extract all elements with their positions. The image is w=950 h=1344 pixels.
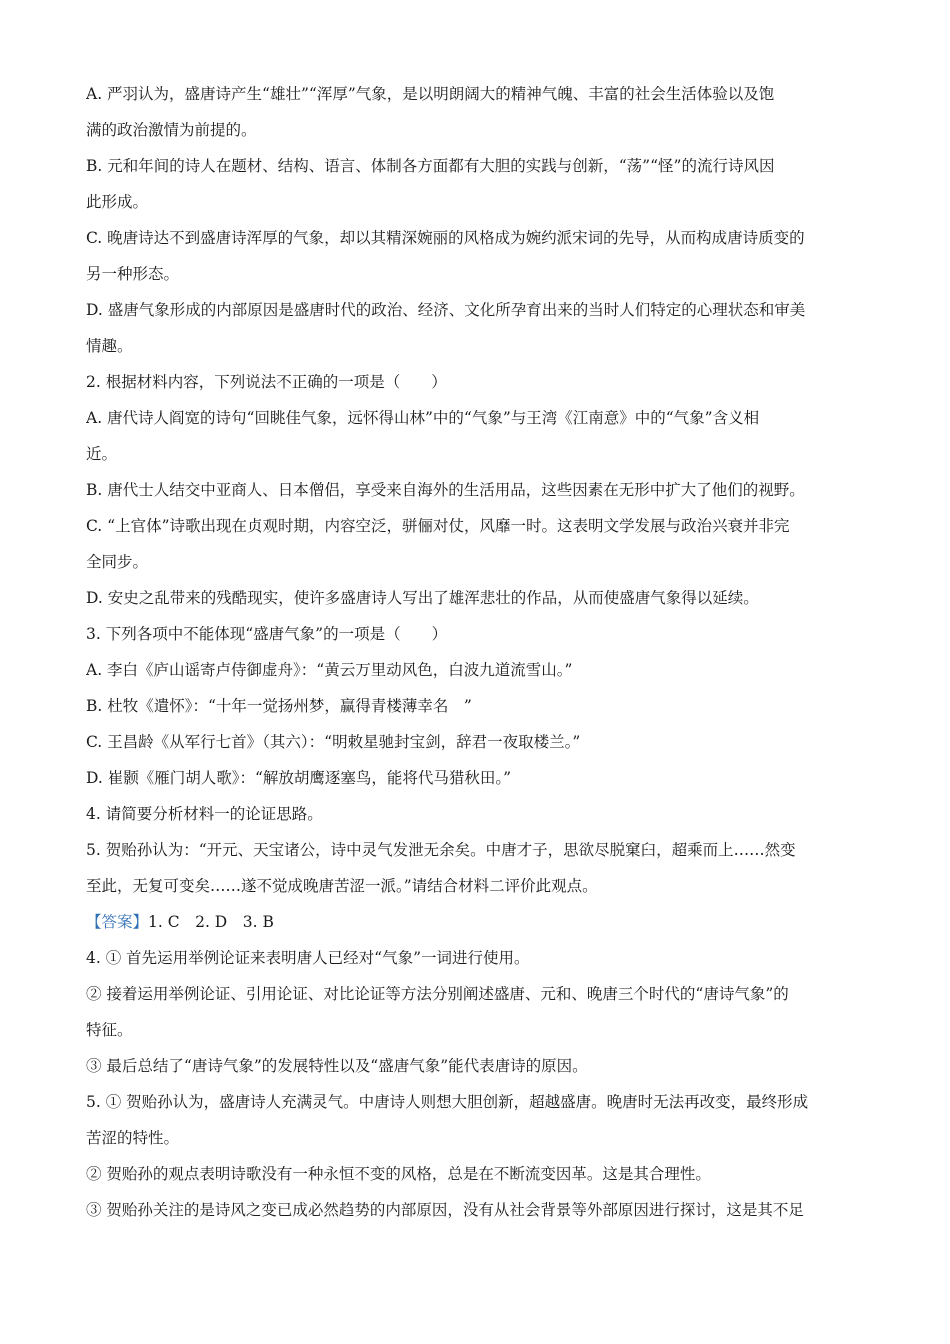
document-body [86,76,866,1228]
text-line: 另一种形态。 [86,265,180,283]
text-line: ② 贺贻孙的观点表明诗歌没有一种永恒不变的风格，总是在不断流变因革。这是其合理性。 [86,1165,711,1183]
text-line: ③ 最后总结了“唐诗气象”的发展特性以及“盛唐气象”能代表唐诗的原因。 [86,1057,588,1075]
question-5-stem: 5. 贺贻孙认为：“开元、天宝诸公，诗中灵气发泄无余矣。中唐才子，思欲尽脱窠臼，超乘而上……然变 [86,841,796,859]
text-line: B. 唐代士人结交中亚商人、日本僧侣，享受来自海外的生活用品，这些因素在无形中扩大了他们的视野。 [86,481,805,499]
answer-line [86,904,866,940]
text-line: 此形成。 [86,193,149,211]
text-line: C. “上官体”诗歌出现在贞观时期，内容空泛，骈俪对仗，风靡一时。这表明文学发展与政治兴衰并非完 [86,517,790,535]
answer-tag: 【答案】 [86,913,149,931]
text-line: C. 晚唐诗达不到盛唐诗浑厚的气象，却以其精深婉丽的风格成为婉约派宋词的先导，从而构成唐诗质变的 [86,229,805,247]
text-line: ③ 贺贻孙关注的是诗风之变已成必然趋势的内部原因，没有从社会背景等外部原因进行探讨，这是其不足 [86,1201,804,1219]
text-line: 近。 [86,445,118,463]
text-line: 4. ① 首先运用举例论证来表明唐人已经对“气象”一词进行使用。 [86,949,530,967]
text-line: ② 接着运用举例论证、引用论证、对比论证等方法分别阐述盛唐、元和、晚唐三个时代的“唐诗气象”的 [86,985,789,1003]
text-line: C. 王昌龄《从军行七首》（其六）：“明敕星驰封宝剑，辞君一夜取楼兰。” [86,733,581,751]
text-line: A. 李白《庐山谣寄卢侍御虚舟》：“黄云万里动风色，白波九道流雪山。” [86,661,573,679]
question-4-stem: 4. 请简要分析材料一的论证思路。 [86,805,323,823]
text-line: 特征。 [86,1021,133,1039]
text-line: D. 崔颢《雁门胡人歌》：“解放胡鹰逐塞鸟，能将代马猎秋田。” [86,769,512,787]
answer-text: 1. C 2. D 3. B [148,913,274,931]
question-2-stem: 2. 根据材料内容，下列说法不正确的一项是（ ） [86,373,447,391]
text-line: 情趣。 [86,337,133,355]
text-line: B. 元和年间的诗人在题材、结构、语言、体制各方面都有大胆的实践与创新，“荡”“怪”的流行诗风因 [86,157,775,175]
text-line: 满的政治激情为前提的。 [86,121,257,139]
text-line: B. 杜牧《遣怀》：“十年一觉扬州梦，赢得青楼薄幸名 ” [86,697,472,715]
text-line: 苦涩的特性。 [86,1129,180,1147]
text-line: 5. ① 贺贻孙认为，盛唐诗人充满灵气。中唐诗人则想大胆创新，超越盛唐。晚唐时无法再改变，最终形成 [86,1093,809,1111]
text-line: A. 唐代诗人阎宽的诗句“回眺佳气象，远怀得山林”中的“气象”与王湾《江南意》中的“气象”含义相 [86,409,760,427]
text-line: D. 安史之乱带来的残酷现实，使许多盛唐诗人写出了雄浑悲壮的作品，从而使盛唐气象得以延续。 [86,589,759,607]
text-line: 至此，无复可变矣……遂不觉成晚唐苦涩一派。”请结合材料二评价此观点。 [86,877,598,895]
question-3-stem: 3. 下列各项中不能体现“盛唐气象”的一项是（ ） [86,625,448,643]
text-line: A. 严羽认为，盛唐诗产生“雄壮”“浑厚”气象，是以明朗阔大的精神气魄、丰富的社会生活体验以及饱 [86,85,775,103]
text-line: 全同步。 [86,553,149,571]
text-line: D. 盛唐气象形成的内部原因是盛唐时代的政治、经济、文化所孕育出来的当时人们特定的心理状态和审美 [86,301,806,319]
